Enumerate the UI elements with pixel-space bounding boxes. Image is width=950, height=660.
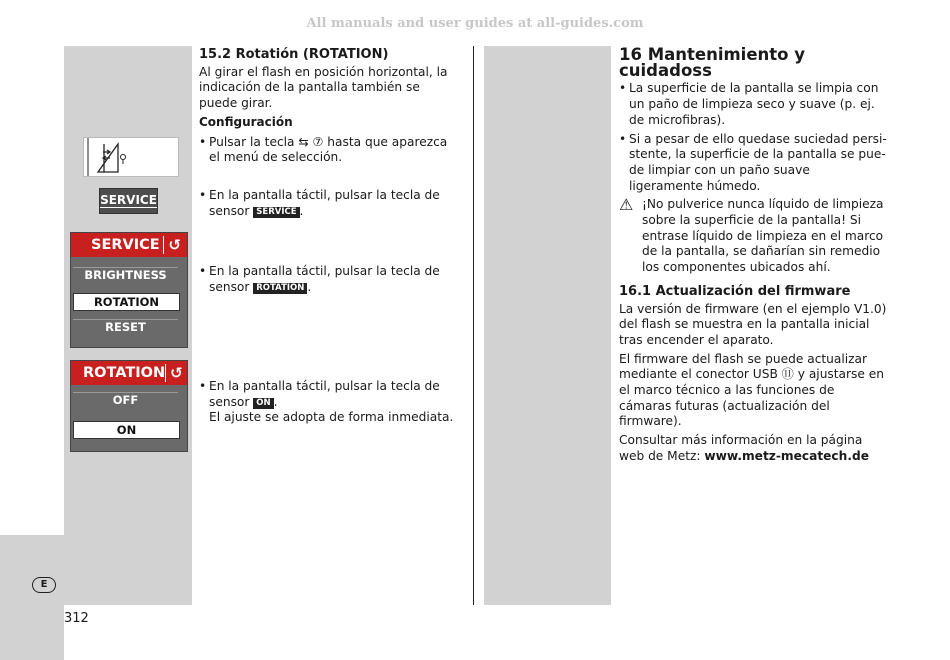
on-tag: ON: [253, 398, 273, 409]
step-3: • En la pantalla táctil, pulsar la tecla de sensor ROTATION .: [199, 264, 440, 294]
menu-item-on[interactable]: ON: [73, 421, 180, 439]
service-menu-title: SERVICE: [91, 237, 160, 253]
service-button-label: SERVICE: [100, 193, 157, 207]
menu-item-off[interactable]: OFF: [73, 392, 178, 407]
section-heading-maintenance: 16 Mantenimiento y cuidadoss: [619, 45, 805, 80]
rotation-menu-header: [71, 361, 187, 385]
section-heading-firmware: 16.1 Actualización del firmware: [619, 283, 851, 299]
service-tag: SERVICE: [253, 207, 299, 218]
right-column: [619, 47, 887, 468]
maintenance-bullet-1: • La superficie de la pantalla se limpia con un paño de limpieza seco y suave (p. ej. de microfibras).: [619, 81, 879, 127]
service-sensor-button[interactable]: [99, 188, 158, 214]
left-column: [199, 47, 461, 166]
service-menu-header: [71, 233, 187, 257]
firmware-para-1: La versión de firmware (en el ejemplo V1.0) del flash se muestra en la pantalla inicial tras encender el aparato.: [619, 301, 887, 347]
service-menu-screen: [70, 232, 188, 348]
page-number: 312: [64, 611, 89, 626]
button-panel-icon: [84, 138, 178, 176]
rotation-intro: Al girar el flash en posición horizontal, la indicación de la pantalla también se puede girar.: [199, 64, 448, 111]
watermark: All manuals and user guides at all-guides.com: [306, 16, 644, 31]
key-number-7: ⑦: [312, 134, 324, 149]
back-icon[interactable]: ↺: [165, 364, 183, 382]
menu-item-rotation[interactable]: ROTATION: [73, 293, 180, 311]
metz-website-link[interactable]: www.metz-mecatech.de: [704, 448, 869, 463]
config-label: Configuración: [199, 114, 293, 129]
left-corner-band: [0, 535, 64, 660]
back-icon[interactable]: ↺: [163, 236, 181, 254]
column-divider: [473, 46, 474, 605]
device-panel-illustration: [83, 137, 179, 177]
firmware-para-3: Consultar más información en la página web de Metz: www.metz-mecatech.de: [619, 433, 869, 463]
firmware-para-2: El firmware del flash se puede actualizar mediante el conector USB ⑪ y ajustarse en el marco técnico a las funciones de cámaras futuras (actualización del firmware).: [619, 351, 884, 429]
step-2: • En la pantalla táctil, pulsar la tecla de sensor SERVICE .: [199, 188, 440, 218]
warning-icon: ⚠: [619, 195, 634, 215]
step-1: • Pulsar la tecla ⇆ ⑦ hasta que aparezca el menú de selección.: [199, 134, 448, 165]
right-margin-band: [484, 46, 611, 605]
language-badge: E: [32, 577, 56, 593]
step-4: • En la pantalla táctil, pulsar la tecla de sensor ON . El ajuste se adopta de forma inmediata.: [199, 379, 454, 425]
rotation-tag: ROTATION: [253, 283, 307, 294]
step-4-note: El ajuste se adopta de forma inmediata.: [209, 410, 454, 425]
maintenance-bullet-2: • Si a pesar de ello quedase suciedad persi-stente, la superficie de la pantalla se pue-de limpiar con un paño suave ligeramente húmedo.: [619, 131, 887, 193]
warning-block: ⚠ ¡No pulverice nunca líquido de limpieza sobre la superficie de la pantalla! Si entrase líquido de limpieza en el marco de la pantalla, se dañarían sin remedio los componentes ubicados ahí.: [619, 195, 884, 275]
section-heading-rotation: 15.2 Rotatión (ROTATION): [199, 47, 389, 62]
rotation-menu-screen: [70, 360, 188, 452]
menu-item-brightness[interactable]: BRIGHTNESS: [73, 267, 178, 282]
rotation-menu-title: ROTATION: [83, 365, 166, 381]
swap-arrows-icon: ⇆: [298, 134, 309, 149]
menu-item-reset[interactable]: RESET: [73, 319, 178, 334]
